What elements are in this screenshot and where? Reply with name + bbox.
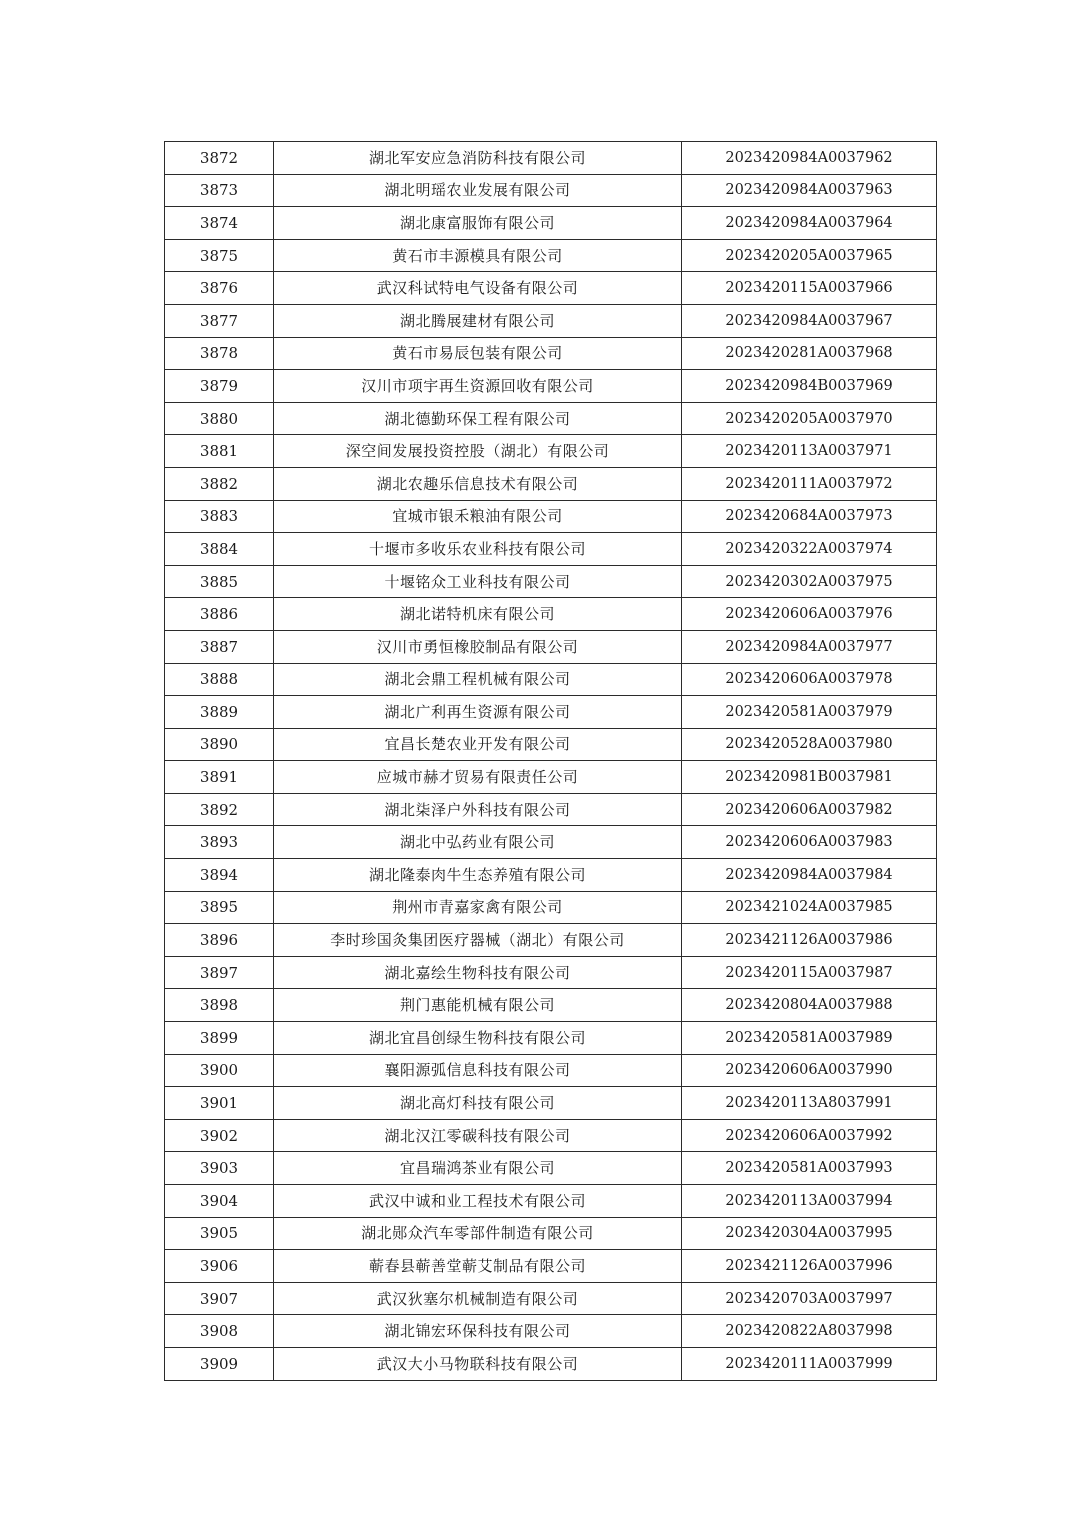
table-row: [165, 663, 937, 696]
row-number-cell: 3884: [165, 533, 274, 566]
company-name-cell: 宜昌长楚农业开发有限公司: [274, 728, 682, 761]
row-number-cell: 3890: [165, 728, 274, 761]
registration-code-cell: 2023420113A0037994: [682, 1185, 937, 1218]
table-row: [165, 956, 937, 989]
company-name-cell: 武汉大小马物联科技有限公司: [274, 1347, 682, 1380]
company-name-cell: 湖北嘉绘生物科技有限公司: [274, 956, 682, 989]
company-name-cell: 湖北诺特机床有限公司: [274, 598, 682, 631]
row-number-cell: 3878: [165, 337, 274, 370]
registration-code-cell: 2023420606A0037982: [682, 793, 937, 826]
registration-code-cell: 2023420984B0037969: [682, 370, 937, 403]
row-number-cell: 3881: [165, 435, 274, 468]
company-name-cell: 李时珍国灸集团医疗器械（湖北）有限公司: [274, 924, 682, 957]
company-name-cell: 湖北明瑶农业发展有限公司: [274, 174, 682, 207]
table-row: [165, 793, 937, 826]
company-name-cell: 武汉中诚和业工程技术有限公司: [274, 1185, 682, 1218]
table-row: [165, 761, 937, 794]
row-number-cell: 3902: [165, 1119, 274, 1152]
row-number-cell: 3882: [165, 467, 274, 500]
registration-code-cell: 2023420111A0037999: [682, 1347, 937, 1380]
registration-code-cell: 2023421024A0037985: [682, 891, 937, 924]
registration-code-cell: 2023420281A0037968: [682, 337, 937, 370]
company-name-cell: 湖北隆泰肉牛生态养殖有限公司: [274, 859, 682, 892]
row-number-cell: 3904: [165, 1185, 274, 1218]
table-row: [165, 500, 937, 533]
table-row: [165, 174, 937, 207]
company-name-cell: 襄阳源弧信息科技有限公司: [274, 1054, 682, 1087]
table-row: [165, 891, 937, 924]
row-number-cell: 3894: [165, 859, 274, 892]
registration-code-cell: 2023420302A0037975: [682, 565, 937, 598]
table-row: [165, 467, 937, 500]
company-name-cell: 湖北德勤环保工程有限公司: [274, 402, 682, 435]
registration-code-cell: 2023420984A0037984: [682, 859, 937, 892]
company-name-cell: 荆州市青嘉家禽有限公司: [274, 891, 682, 924]
company-name-cell: 应城市赫才贸易有限责任公司: [274, 761, 682, 794]
table-row: [165, 1347, 937, 1380]
row-number-cell: 3905: [165, 1217, 274, 1250]
table-row: [165, 1282, 937, 1315]
table-row: [165, 533, 937, 566]
registration-code-cell: 2023420703A0037997: [682, 1282, 937, 1315]
row-number-cell: 3874: [165, 207, 274, 240]
registration-code-cell: 2023420822A8037998: [682, 1315, 937, 1348]
table-row: [165, 1119, 937, 1152]
registration-code-cell: 2023420984A0037963: [682, 174, 937, 207]
row-number-cell: 3903: [165, 1152, 274, 1185]
company-name-cell: 荆门惠能机械有限公司: [274, 989, 682, 1022]
row-number-cell: 3908: [165, 1315, 274, 1348]
registration-code-cell: 2023420984A0037964: [682, 207, 937, 240]
row-number-cell: 3883: [165, 500, 274, 533]
row-number-cell: 3896: [165, 924, 274, 957]
row-number-cell: 3872: [165, 142, 274, 175]
table-row: [165, 272, 937, 305]
table-row: [165, 1054, 937, 1087]
table-row: [165, 1152, 937, 1185]
row-number-cell: 3892: [165, 793, 274, 826]
registration-code-cell: 2023420322A0037974: [682, 533, 937, 566]
table-row: [165, 239, 937, 272]
registration-code-cell: 2023420528A0037980: [682, 728, 937, 761]
table-row: [165, 859, 937, 892]
company-name-cell: 湖北会鼎工程机械有限公司: [274, 663, 682, 696]
registration-code-cell: 2023420984A0037967: [682, 304, 937, 337]
table-row: [165, 207, 937, 240]
registration-code-cell: 2023420115A0037966: [682, 272, 937, 305]
table-row: [165, 370, 937, 403]
table-row: [165, 1250, 937, 1283]
registration-code-cell: 2023420804A0037988: [682, 989, 937, 1022]
row-number-cell: 3877: [165, 304, 274, 337]
row-number-cell: 3887: [165, 630, 274, 663]
table-row: [165, 1022, 937, 1055]
registration-code-cell: 2023420606A0037990: [682, 1054, 937, 1087]
row-number-cell: 3899: [165, 1022, 274, 1055]
row-number-cell: 3906: [165, 1250, 274, 1283]
company-name-cell: 深空间发展投资控股（湖北）有限公司: [274, 435, 682, 468]
registration-code-cell: 2023420205A0037965: [682, 239, 937, 272]
company-name-cell: 湖北中弘药业有限公司: [274, 826, 682, 859]
table-row: [165, 924, 937, 957]
row-number-cell: 3875: [165, 239, 274, 272]
company-name-cell: 宜城市银禾粮油有限公司: [274, 500, 682, 533]
company-name-cell: 宜昌瑞鸿茶业有限公司: [274, 1152, 682, 1185]
company-name-cell: 湖北广利再生资源有限公司: [274, 696, 682, 729]
row-number-cell: 3880: [165, 402, 274, 435]
registration-code-cell: 2023420981B0037981: [682, 761, 937, 794]
company-name-cell: 湖北柒泽户外科技有限公司: [274, 793, 682, 826]
row-number-cell: 3891: [165, 761, 274, 794]
registration-code-cell: 2023420606A0037992: [682, 1119, 937, 1152]
registration-code-cell: 2023421126A0037986: [682, 924, 937, 957]
table-row: [165, 1087, 937, 1120]
registration-code-cell: 2023420684A0037973: [682, 500, 937, 533]
registration-code-cell: 2023420984A0037962: [682, 142, 937, 175]
row-number-cell: 3886: [165, 598, 274, 631]
row-number-cell: 3888: [165, 663, 274, 696]
row-number-cell: 3879: [165, 370, 274, 403]
table-row: [165, 402, 937, 435]
company-name-cell: 湖北高灯科技有限公司: [274, 1087, 682, 1120]
row-number-cell: 3893: [165, 826, 274, 859]
company-name-cell: 汉川市项宇再生资源回收有限公司: [274, 370, 682, 403]
company-name-cell: 湖北腾展建材有限公司: [274, 304, 682, 337]
company-name-cell: 湖北锦宏环保科技有限公司: [274, 1315, 682, 1348]
company-name-cell: 湖北郧众汽车零部件制造有限公司: [274, 1217, 682, 1250]
company-name-cell: 蕲春县蕲善堂蕲艾制品有限公司: [274, 1250, 682, 1283]
company-name-cell: 黄石市易辰包装有限公司: [274, 337, 682, 370]
table-row: [165, 1185, 937, 1218]
table-row: [165, 142, 937, 175]
registration-code-cell: 2023420581A0037979: [682, 696, 937, 729]
company-name-cell: 湖北宜昌创绿生物科技有限公司: [274, 1022, 682, 1055]
company-name-cell: 十堰市多收乐农业科技有限公司: [274, 533, 682, 566]
table-row: [165, 565, 937, 598]
registration-code-cell: 2023420205A0037970: [682, 402, 937, 435]
table-row: [165, 630, 937, 663]
company-name-cell: 湖北军安应急消防科技有限公司: [274, 142, 682, 175]
company-name-cell: 武汉科试特电气设备有限公司: [274, 272, 682, 305]
company-name-cell: 湖北康富服饰有限公司: [274, 207, 682, 240]
company-name-cell: 武汉狄塞尔机械制造有限公司: [274, 1282, 682, 1315]
company-name-cell: 湖北汉江零碳科技有限公司: [274, 1119, 682, 1152]
table-row: [165, 826, 937, 859]
table-row: [165, 1315, 937, 1348]
company-name-cell: 十堰铭众工业科技有限公司: [274, 565, 682, 598]
row-number-cell: 3897: [165, 956, 274, 989]
table-row: [165, 304, 937, 337]
registration-code-cell: 2023420111A0037972: [682, 467, 937, 500]
table-row: [165, 435, 937, 468]
table-row: [165, 1217, 937, 1250]
registration-code-cell: 2023420606A0037976: [682, 598, 937, 631]
row-number-cell: 3895: [165, 891, 274, 924]
row-number-cell: 3876: [165, 272, 274, 305]
row-number-cell: 3873: [165, 174, 274, 207]
company-name-cell: 湖北农趣乐信息技术有限公司: [274, 467, 682, 500]
registry-table-body: [165, 142, 937, 1381]
registration-code-cell: 2023420113A8037991: [682, 1087, 937, 1120]
registration-code-cell: 2023420606A0037978: [682, 663, 937, 696]
company-name-cell: 汉川市勇恒橡胶制品有限公司: [274, 630, 682, 663]
row-number-cell: 3885: [165, 565, 274, 598]
table-row: [165, 337, 937, 370]
table-row: [165, 696, 937, 729]
registration-code-cell: 2023420984A0037977: [682, 630, 937, 663]
company-name-cell: 黄石市丰源模具有限公司: [274, 239, 682, 272]
registration-code-cell: 2023420113A0037971: [682, 435, 937, 468]
row-number-cell: 3889: [165, 696, 274, 729]
registration-code-cell: 2023420581A0037993: [682, 1152, 937, 1185]
enterprise-registry-table: [164, 141, 937, 1381]
registration-code-cell: 2023420581A0037989: [682, 1022, 937, 1055]
table-row: [165, 989, 937, 1022]
row-number-cell: 3900: [165, 1054, 274, 1087]
table-row: [165, 728, 937, 761]
registration-code-cell: 2023421126A0037996: [682, 1250, 937, 1283]
registration-code-cell: 2023420115A0037987: [682, 956, 937, 989]
registration-code-cell: 2023420606A0037983: [682, 826, 937, 859]
row-number-cell: 3909: [165, 1347, 274, 1380]
registration-code-cell: 2023420304A0037995: [682, 1217, 937, 1250]
row-number-cell: 3901: [165, 1087, 274, 1120]
row-number-cell: 3898: [165, 989, 274, 1022]
table-row: [165, 598, 937, 631]
row-number-cell: 3907: [165, 1282, 274, 1315]
